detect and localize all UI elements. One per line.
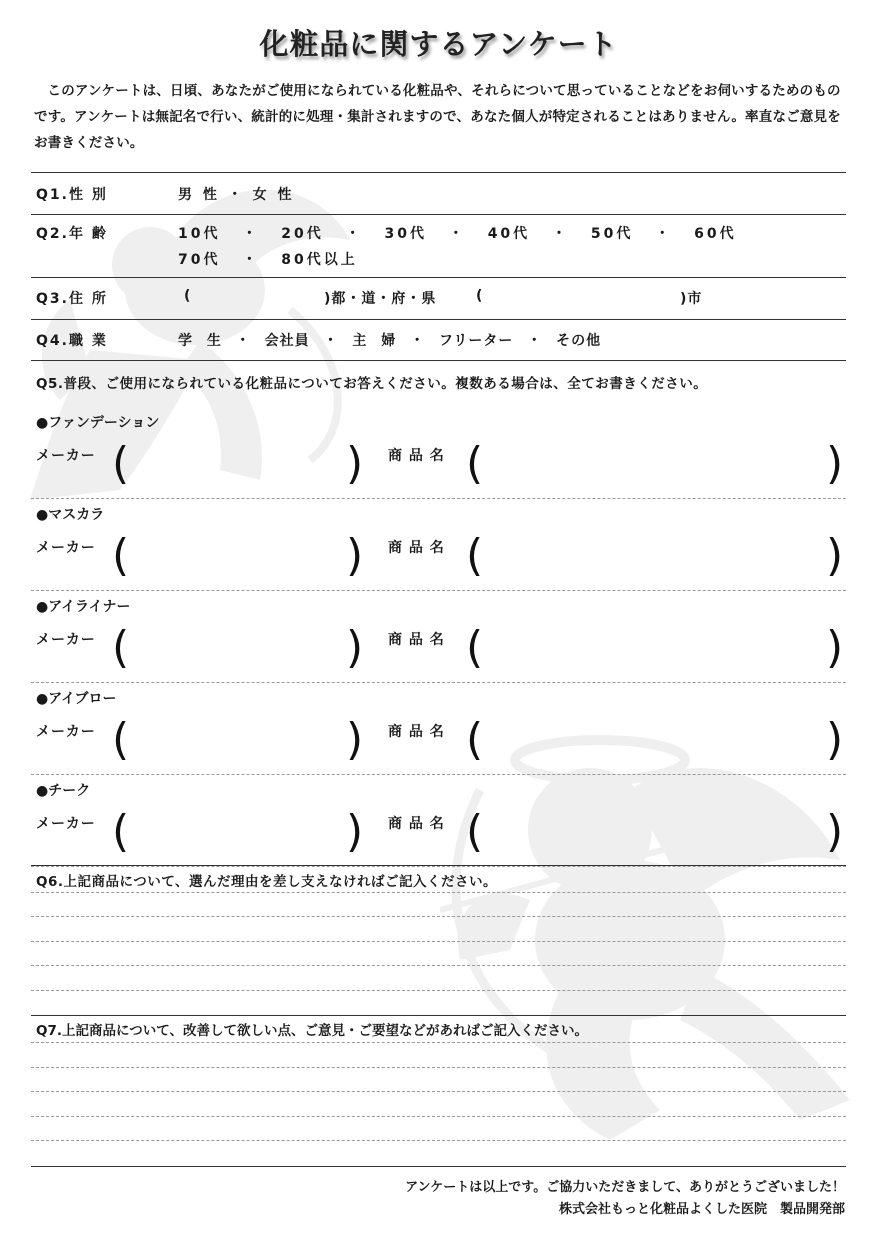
product-label: 商 品 名 bbox=[388, 724, 445, 740]
rule-q6 bbox=[31, 865, 846, 866]
q5-divider bbox=[31, 774, 846, 775]
q3-city-field[interactable]: )市 bbox=[680, 291, 703, 307]
maker-label: メーカー bbox=[36, 724, 96, 740]
maker-field-open[interactable]: ( bbox=[112, 806, 130, 857]
q7-write-line[interactable] bbox=[31, 1116, 846, 1117]
q6-write-line[interactable] bbox=[31, 941, 846, 942]
product-field-open[interactable]: ( bbox=[466, 806, 484, 857]
q7-write-line[interactable] bbox=[31, 1140, 846, 1141]
q6-label: Q6.上記商品について、選んだ理由を差し支えなければご記入ください。 bbox=[36, 874, 497, 890]
maker-field-open[interactable]: ( bbox=[112, 622, 130, 673]
maker-field-close[interactable]: ) bbox=[346, 530, 364, 581]
maker-field-close[interactable]: ) bbox=[346, 438, 364, 489]
product-field-open[interactable]: ( bbox=[466, 622, 484, 673]
q3-label: Q3.住 所 bbox=[36, 291, 108, 307]
product-field-open[interactable]: ( bbox=[466, 714, 484, 765]
maker-field-open[interactable]: ( bbox=[112, 714, 130, 765]
q5-divider bbox=[31, 682, 846, 683]
cupid-watermark-bottom bbox=[440, 670, 860, 1150]
q5-divider bbox=[31, 498, 846, 499]
q5-category: ●ファンデーション bbox=[36, 415, 160, 431]
q1-options[interactable]: 男 性 ・ 女 性 bbox=[178, 187, 295, 203]
q5-label: Q5.普段、ご使用になられている化粧品についてお答えください。複数ある場合は、全てお書きください。 bbox=[36, 376, 708, 392]
maker-label: メーカー bbox=[36, 448, 96, 464]
q6-write-line[interactable] bbox=[31, 990, 846, 991]
q6-write-line[interactable] bbox=[31, 916, 846, 917]
rule-q7 bbox=[31, 1015, 846, 1016]
rule-top bbox=[31, 172, 846, 173]
product-field-close[interactable]: ) bbox=[826, 530, 844, 581]
q5-divider bbox=[31, 866, 846, 867]
product-label: 商 品 名 bbox=[388, 816, 445, 832]
rule-q2 bbox=[31, 214, 846, 215]
product-field-close[interactable]: ) bbox=[826, 438, 844, 489]
q5-category: ●チーク bbox=[36, 783, 91, 799]
q1-label: Q1.性 別 bbox=[36, 187, 108, 203]
maker-field-open[interactable]: ( bbox=[112, 438, 130, 489]
maker-field-close[interactable]: ) bbox=[346, 806, 364, 857]
q7-write-line[interactable] bbox=[31, 1067, 846, 1068]
q2-options-row1[interactable]: 10代 ・ 20代 ・ 30代 ・ 40代 ・ 50代 ・ 60代 bbox=[178, 226, 737, 242]
product-field-open[interactable]: ( bbox=[466, 530, 484, 581]
q7-write-line[interactable] bbox=[31, 1042, 846, 1043]
product-label: 商 品 名 bbox=[388, 448, 445, 464]
q7-label: Q7.上記商品について、改善して欲しい点、ご意見・ご要望などがあればご記入ください。 bbox=[36, 1023, 588, 1039]
maker-label: メーカー bbox=[36, 540, 96, 556]
intro-text: このアンケートは、日頃、あなたがご使用になられている化粧品や、それらについて思っていることなどをお伺いするためのものです。アンケートは無記名で行い、統計的に処理・集計されますので、あなた個人が特定されることはありません。率直なご意見をお書きください。 bbox=[34, 83, 841, 151]
product-field-close[interactable]: ) bbox=[826, 622, 844, 673]
rule-bottom bbox=[31, 1166, 846, 1167]
q7-write-line[interactable] bbox=[31, 1091, 846, 1092]
maker-field-close[interactable]: ) bbox=[346, 714, 364, 765]
footer-thanks: アンケートは以上です。ご協力いただきまして、ありがとうございました！ bbox=[405, 1180, 845, 1195]
q3-prefecture-field[interactable]: )都・道・府・県 bbox=[324, 291, 437, 307]
rule-q5 bbox=[31, 360, 846, 361]
product-field-close[interactable]: ) bbox=[826, 714, 844, 765]
q5-category: ●アイライナー bbox=[36, 599, 131, 615]
product-label: 商 品 名 bbox=[388, 540, 445, 556]
footer-company: 株式会社もっと化粧品よくした医院 製品開発部 bbox=[558, 1202, 845, 1217]
product-field-close[interactable]: ) bbox=[826, 806, 844, 857]
q5-category: ●マスカラ bbox=[36, 507, 105, 523]
q2-options-row2[interactable]: 70代 ・ 80代以上 bbox=[178, 252, 358, 268]
q6-write-line[interactable] bbox=[31, 965, 846, 966]
maker-label: メーカー bbox=[36, 632, 96, 648]
product-label: 商 品 名 bbox=[388, 632, 445, 648]
q3-open-paren: ( bbox=[184, 288, 194, 304]
q2-label: Q2.年 齢 bbox=[36, 226, 108, 242]
maker-field-close[interactable]: ) bbox=[346, 622, 364, 673]
q5-divider bbox=[31, 590, 846, 591]
q6-write-line[interactable] bbox=[31, 892, 846, 893]
rule-q4 bbox=[31, 319, 846, 320]
rule-q3 bbox=[31, 277, 846, 278]
q4-options[interactable]: 学 生 ・ 会社員 ・ 主 婦 ・ フリーター ・ その他 bbox=[178, 333, 602, 349]
product-field-open[interactable]: ( bbox=[466, 438, 484, 489]
q5-category: ●アイブロー bbox=[36, 691, 117, 707]
page-title: 化粧品に関するアンケート bbox=[259, 27, 618, 61]
q4-label: Q4.職 業 bbox=[36, 333, 108, 349]
maker-label: メーカー bbox=[36, 816, 96, 832]
q3-open-paren-2: ( bbox=[476, 288, 486, 304]
maker-field-open[interactable]: ( bbox=[112, 530, 130, 581]
